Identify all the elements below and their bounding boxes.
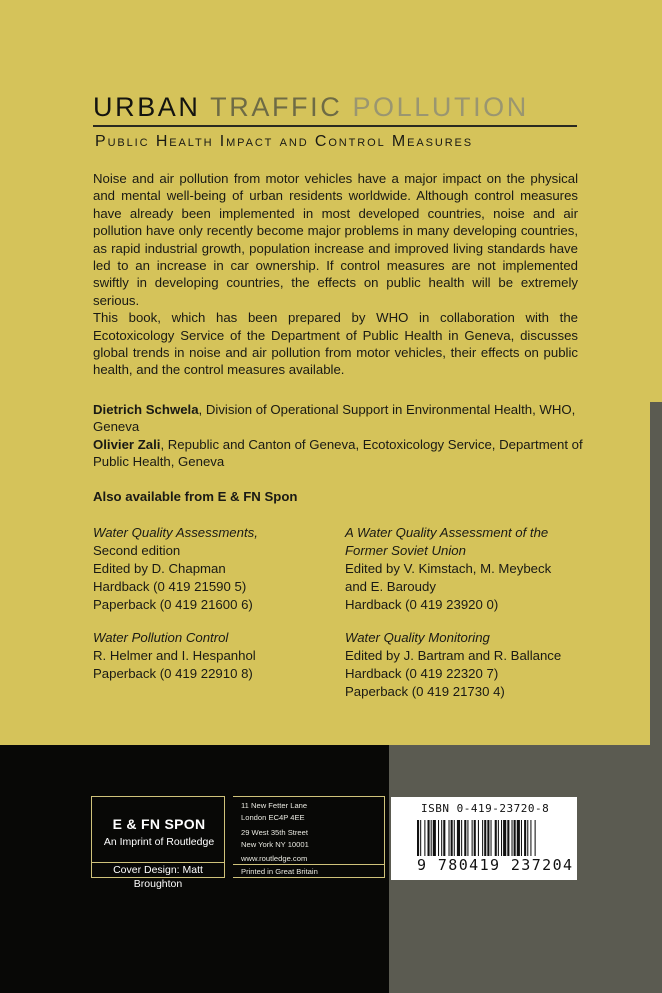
related-book bbox=[93, 524, 258, 614]
book-listing-title: Water Pollution Control bbox=[93, 630, 229, 645]
address-line: 29 West 35th Street bbox=[241, 828, 308, 837]
book-listing-line: Paperback (0 419 21600 6) bbox=[93, 597, 253, 612]
book-listing-line: Edited by J. Bartram and R. Ballance bbox=[345, 648, 562, 663]
author-entry bbox=[93, 401, 583, 436]
author-affiliation: , Republic and Canton of Geneva, Ecotoxicology Service, Department of Public Health, Geneva bbox=[93, 436, 583, 470]
title-word-traffic: TRAFFIC bbox=[210, 92, 343, 122]
edge-strip bbox=[650, 402, 662, 745]
book-listing-line: and E. Baroudy bbox=[345, 579, 436, 594]
book-description bbox=[93, 170, 578, 379]
book-listing-title: Former Soviet Union bbox=[345, 543, 466, 558]
related-book bbox=[345, 524, 551, 614]
title-word-urban: URBAN bbox=[93, 92, 201, 122]
publisher-name: E & FN SPON bbox=[112, 816, 206, 832]
isbn-number: ISBN 0-419-23720-8 bbox=[421, 802, 550, 815]
book-title bbox=[93, 90, 529, 124]
related-book bbox=[345, 629, 561, 701]
book-listing-title: A Water Quality Assessment of the bbox=[345, 525, 549, 540]
author-entry bbox=[93, 436, 583, 471]
book-listing-line: Hardback (0 419 22320 7) bbox=[345, 666, 499, 681]
description-paragraph: Noise and air pollution from motor vehicles have a major impact on the physical and mental well-being of urban residents worldwide. Although control measures have already been implemented in most developed countries, noise and air pollution have only recently become major problems in many developing countries, as rapid industrial growth, population increase and improved living standards have led to an increase in car ownership. If control measures are not implemented swiftly in developing countries, the effects on public health will be extremely serious. bbox=[93, 171, 578, 308]
book-listing-title: Water Quality Assessments, bbox=[93, 525, 258, 540]
ean-number: 9 780419 237204 bbox=[417, 856, 574, 874]
also-available-heading: Also available from E & FN Spon bbox=[93, 489, 298, 504]
isbn-barcode-box bbox=[391, 797, 577, 880]
book-listing-line: Hardback (0 419 23920 0) bbox=[345, 597, 499, 612]
publisher-addresses bbox=[233, 796, 385, 878]
title-word-pollution: POLLUTION bbox=[352, 92, 529, 122]
website: www.routledge.com bbox=[241, 854, 308, 863]
barcode-icon bbox=[417, 820, 555, 858]
book-listing-line: Paperback (0 419 22910 8) bbox=[93, 666, 253, 681]
publisher-imprint: An Imprint of Routledge bbox=[103, 836, 215, 848]
address-line: 11 New Fetter Lane bbox=[241, 801, 308, 810]
book-listing-line: Second edition bbox=[93, 543, 181, 558]
related-book bbox=[93, 629, 256, 683]
address-line: New York NY 10001 bbox=[241, 840, 309, 849]
book-listing-line: Edited by V. Kimstach, M. Meybeck bbox=[345, 561, 552, 576]
description-paragraph: This book, which has been prepared by WHO in collaboration with the Ecotoxicology Service of the Department of Public Health in Geneva, discusses global trends in noise and air pollution from motor vehicles, their effects on public health, and the control measures available. bbox=[93, 310, 578, 378]
author-name: Dietrich Schwela bbox=[93, 402, 199, 417]
book-listing-line: Edited by D. Chapman bbox=[93, 561, 226, 576]
printed-in: Printed in Great Britain bbox=[241, 867, 318, 876]
book-listing-line: R. Helmer and I. Hespanhol bbox=[93, 648, 256, 663]
book-subtitle: Public Health Impact and Control Measures bbox=[95, 133, 474, 150]
author-name: Olivier Zali bbox=[93, 436, 161, 452]
authors-block bbox=[93, 401, 583, 471]
book-listing-title: Water Quality Monitoring bbox=[345, 630, 490, 645]
cover-design-credit: Cover Design: Matt Broughton bbox=[91, 862, 225, 878]
book-listing-line: Hardback (0 419 21590 5) bbox=[93, 579, 247, 594]
divider bbox=[233, 864, 385, 865]
book-listing-line: Paperback (0 419 21730 4) bbox=[345, 684, 505, 699]
address-line: London EC4P 4EE bbox=[241, 813, 305, 822]
author-affiliation: , Division of Operational Support in Environmental Health, WHO, Geneva bbox=[93, 402, 576, 435]
title-rule bbox=[93, 125, 577, 127]
